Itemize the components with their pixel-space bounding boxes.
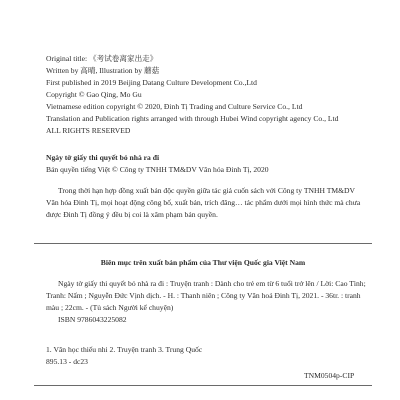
all-rights-reserved: ALL RIGHTS RESERVED bbox=[46, 126, 131, 135]
top-divider bbox=[34, 243, 372, 244]
cip-heading: Biên mục trên xuất bản phẩm của Thư viện Quốc gia Việt Nam bbox=[100, 258, 306, 267]
first-published: First published in 2019 Beijing Datang Culture Development Co.,Ltd bbox=[46, 78, 257, 87]
classification: 895.13 - dc23 bbox=[46, 357, 88, 366]
isbn: ISBN 9786043225082 bbox=[58, 315, 127, 324]
cip-entry-line-3: màu ; 22cm. - (Tủ sách Người kể chuyện) bbox=[46, 303, 174, 312]
legal-notice-line-2: Văn hóa Đinh Tị, mọi hoạt động công bố, xuất bản, trích đăng… tác phẩm dưới mọi hình thức mà chưa bbox=[46, 198, 361, 207]
copyright-owner: Copyright © Gao Qing, Mo Gu bbox=[46, 90, 142, 99]
vietnamese-title: Ngày tờ giấy thi quyết bỏ nhà ra đi bbox=[46, 153, 160, 162]
cip-code: TNM0504p-CIP bbox=[304, 371, 355, 380]
cip-entry-line-1: Ngày tờ giấy thi quyết bỏ nhà ra đi : Truyện tranh : Dành cho trẻ em từ 6 tuổi trở lên / Lời: Cao Tình; bbox=[58, 279, 366, 288]
original-title: Original title: 《考试卷离家出走》 bbox=[46, 54, 158, 63]
written-by: Written by 高晴, Illustration by 蘑菇 bbox=[46, 66, 160, 75]
cip-entry-line-2: Tranh: Nấm ; Nguyễn Đức Vịnh dịch. - H. : Thanh niên ; Công ty Văn hoá Đinh Tị, 2021. - 36tr. : tranh bbox=[46, 291, 361, 300]
vietnamese-copyright: Bản quyền tiếng Việt © Công ty TNHH TM&DV Văn hóa Đinh Tị, 2020 bbox=[46, 165, 269, 174]
legal-notice-line-1: Trong thời hạn hợp đồng xuất bản độc quyền giữa tác giả cuốn sách với Công ty TNHH TM&DV bbox=[58, 186, 355, 195]
translation-rights: Translation and Publication rights arranged with through Hubei Wind copyright agency Co., Ltd bbox=[46, 114, 339, 123]
legal-notice-line-3: được Đinh Tị đồng ý đều bị coi là xâm phạm bản quyền. bbox=[46, 210, 218, 219]
vietnamese-edition: Vietnamese edition copyright © 2020, Đinh Tị Trading and Culture Service Co., Ltd bbox=[46, 102, 303, 111]
bottom-divider bbox=[34, 385, 372, 386]
subjects: 1. Văn học thiếu nhi 2. Truyện tranh 3. Trung Quốc bbox=[46, 345, 203, 354]
